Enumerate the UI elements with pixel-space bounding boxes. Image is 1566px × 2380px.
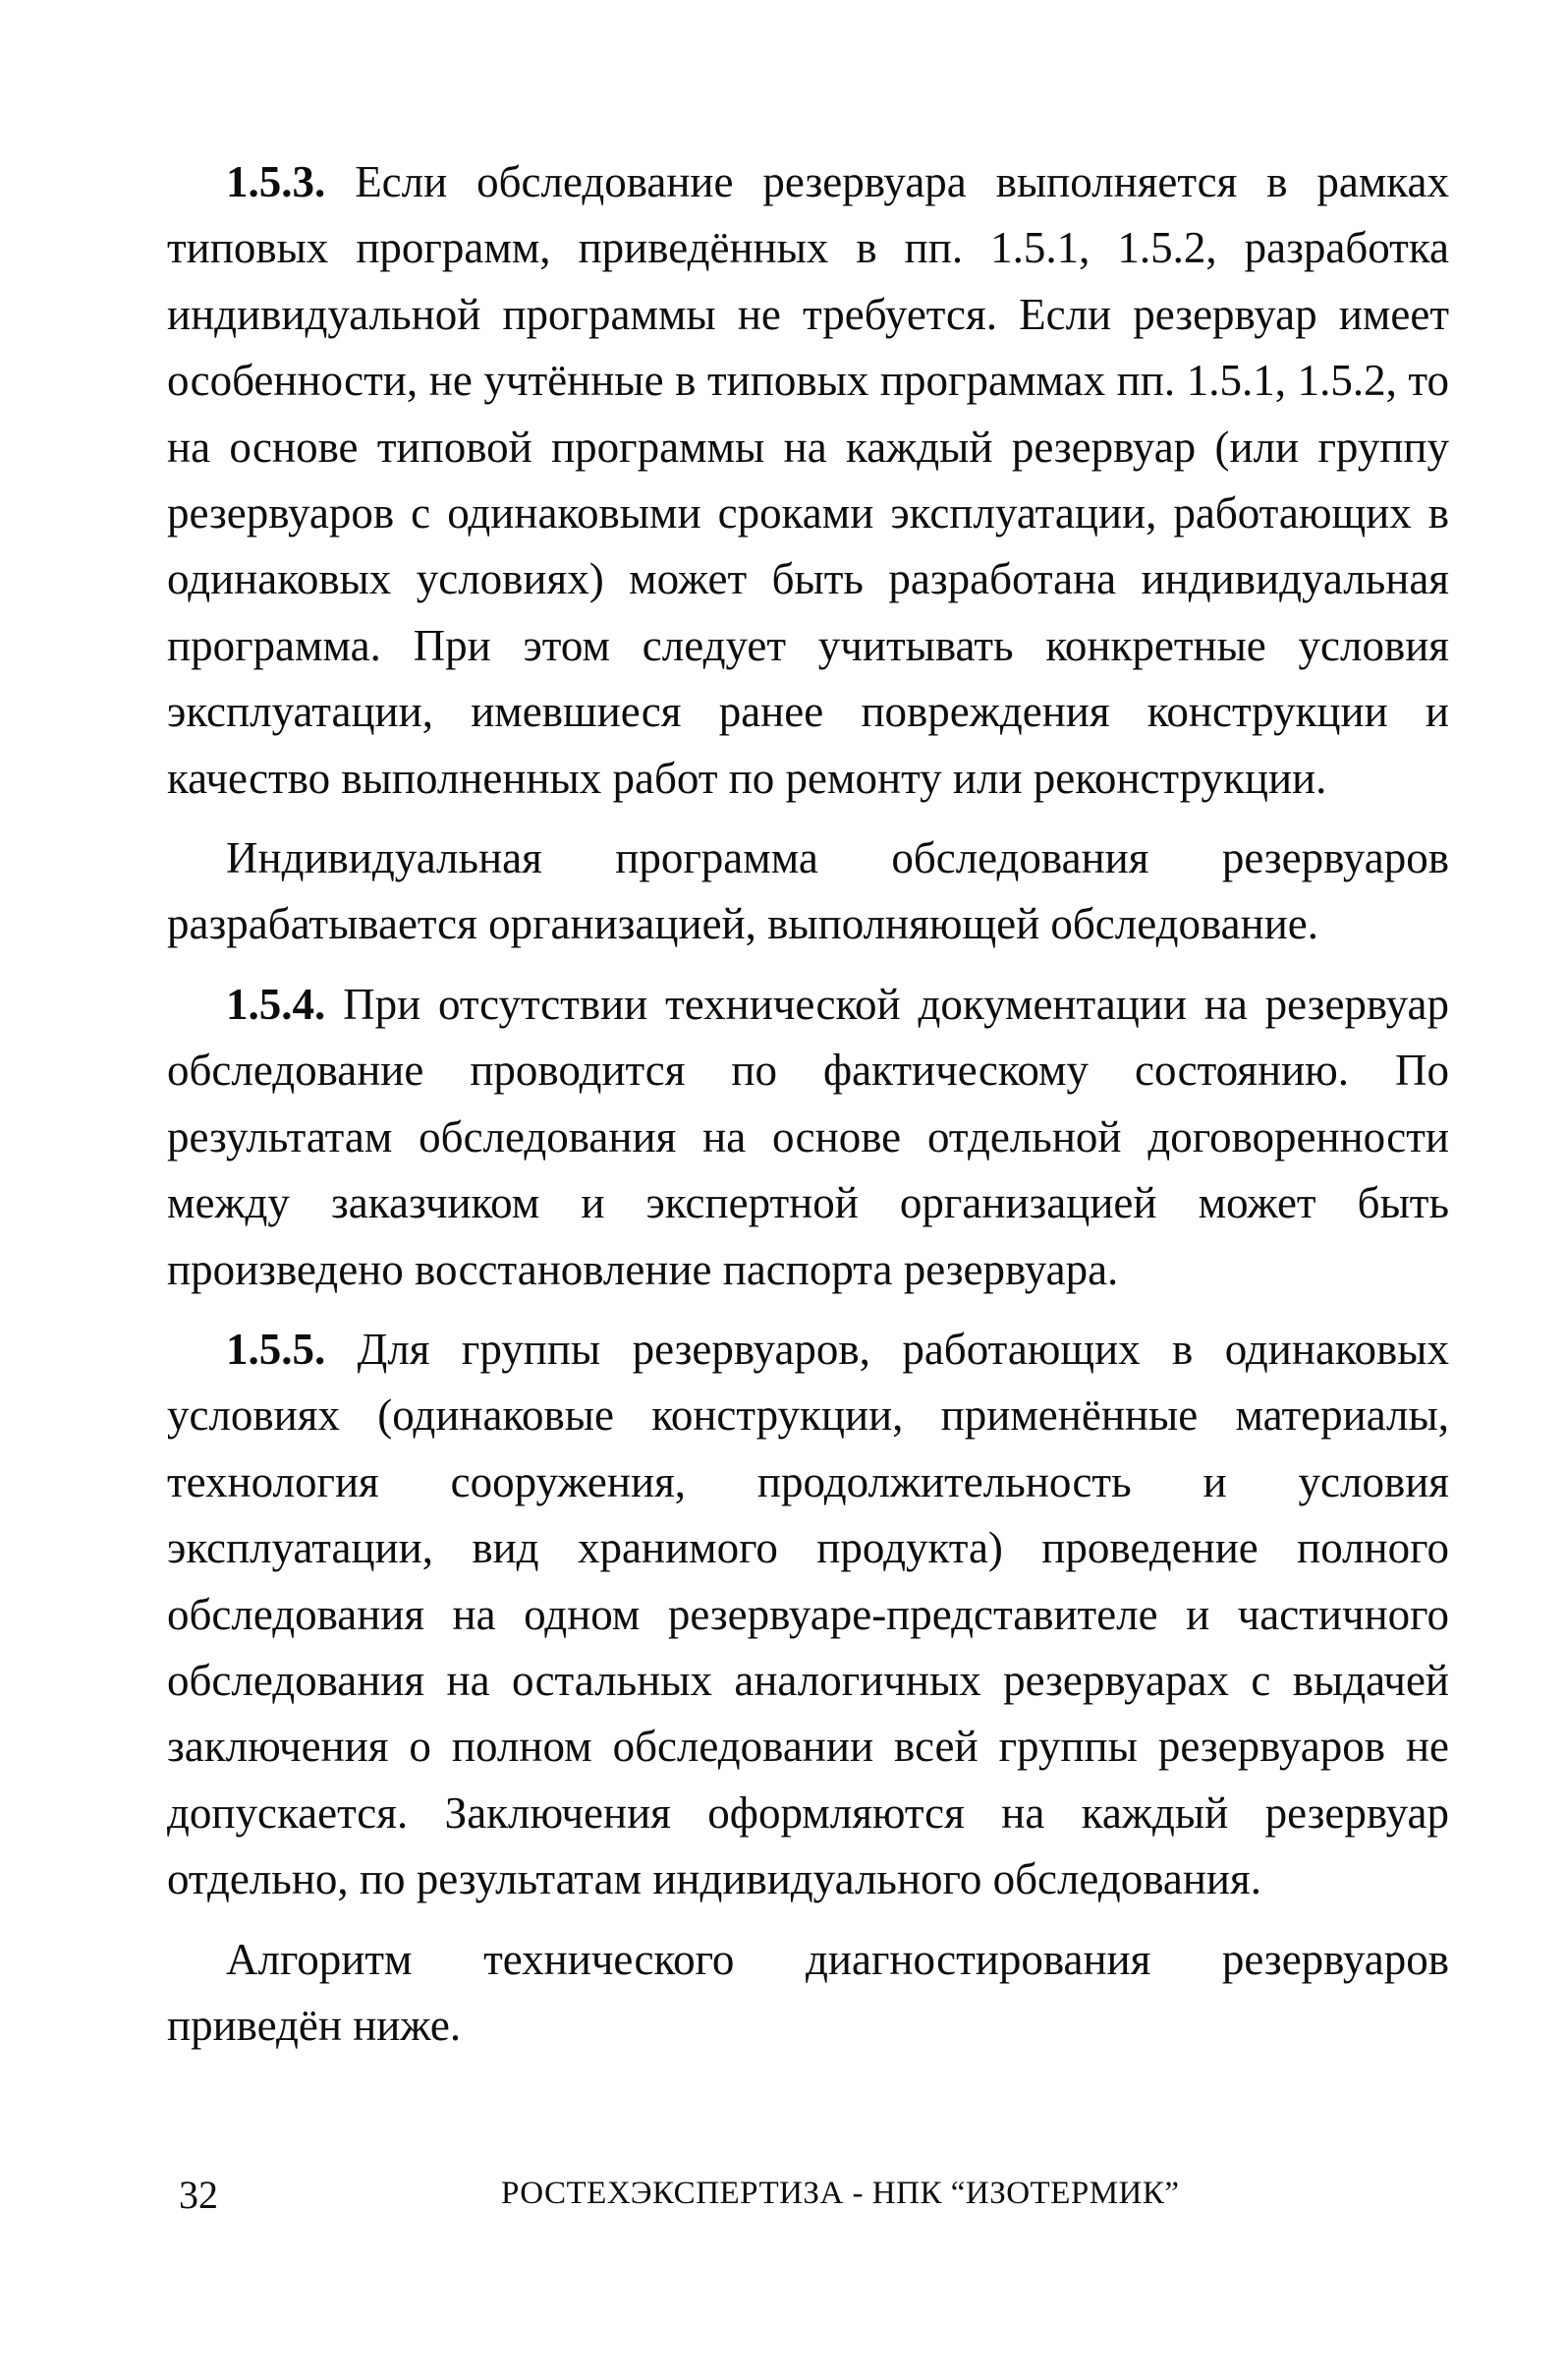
paragraph-text: При отсутствии технической документации на резервуар обследование проводится по фактическому состоянию. По результатам обследования на основе отдельной договоренности между заказчиком и экспертной организацией может быть произведено восстановление паспорта резервуара. [167, 979, 1450, 1294]
page-footer [167, 2172, 1449, 2231]
paragraph-1-5-4 [167, 972, 1449, 1303]
paragraph-1-5-3 [167, 149, 1449, 812]
paragraph-text: Алгоритм технического диагностирования резервуаров приведён ниже. [167, 1934, 1449, 2050]
publisher-line: РОСТЕХЭКСПЕРТИЗА - НПК “ИЗОТЕРМИК” [501, 2176, 1180, 2211]
page-number: 32 [179, 2173, 218, 2217]
paragraph-text: Для группы резервуаров, работающих в одинаковых условиях (одинаковые конструкции, применённые материалы, технология сооружения, продолжительность и условия эксплуатации, вид хранимого продукта) проведение полного обследования на одном резервуаре-представителе и частичного обследования на остальных аналогичных резервуарах с выдачей заключения о полном обследовании всей группы резервуаров не допускается. Заключения оформляются на каждый резервуар отдельно, по результатам индивидуального обследования. [167, 1324, 1449, 1904]
paragraph-individual-program [167, 825, 1449, 958]
paragraph-text: Если обследование резервуара выполняется в рамках типовых программ, приведённых в пп. 1.5.1, 1.5.2, разработка индивидуальной программы не требуется. Если резервуар имеет особенности, не учтённые в типовых программах пп. 1.5.1, 1.5.2, то на основе типовой программы на каждый резервуар (или группу резервуаров с одинаковыми сроками эксплуатации, работающих в одинаковых условиях) может быть разработана индивидуальная программа. При этом следует учитывать конкретные условия эксплуатации, имевшиеся ранее повреждения конструкции и качество выполненных работ по ремонту или реконструкции. [167, 157, 1449, 803]
paragraph-1-5-5 [167, 1317, 1449, 1913]
clause-number: 1.5.3. [226, 157, 326, 206]
clause-number: 1.5.5. [226, 1324, 326, 1374]
body-text [167, 149, 1449, 2059]
paragraph-algorithm [167, 1927, 1449, 2060]
paragraph-text: Индивидуальная программа обследования резервуаров разрабатывается организацией, выполняющей обследование. [167, 833, 1449, 949]
clause-number: 1.5.4. [226, 979, 326, 1029]
